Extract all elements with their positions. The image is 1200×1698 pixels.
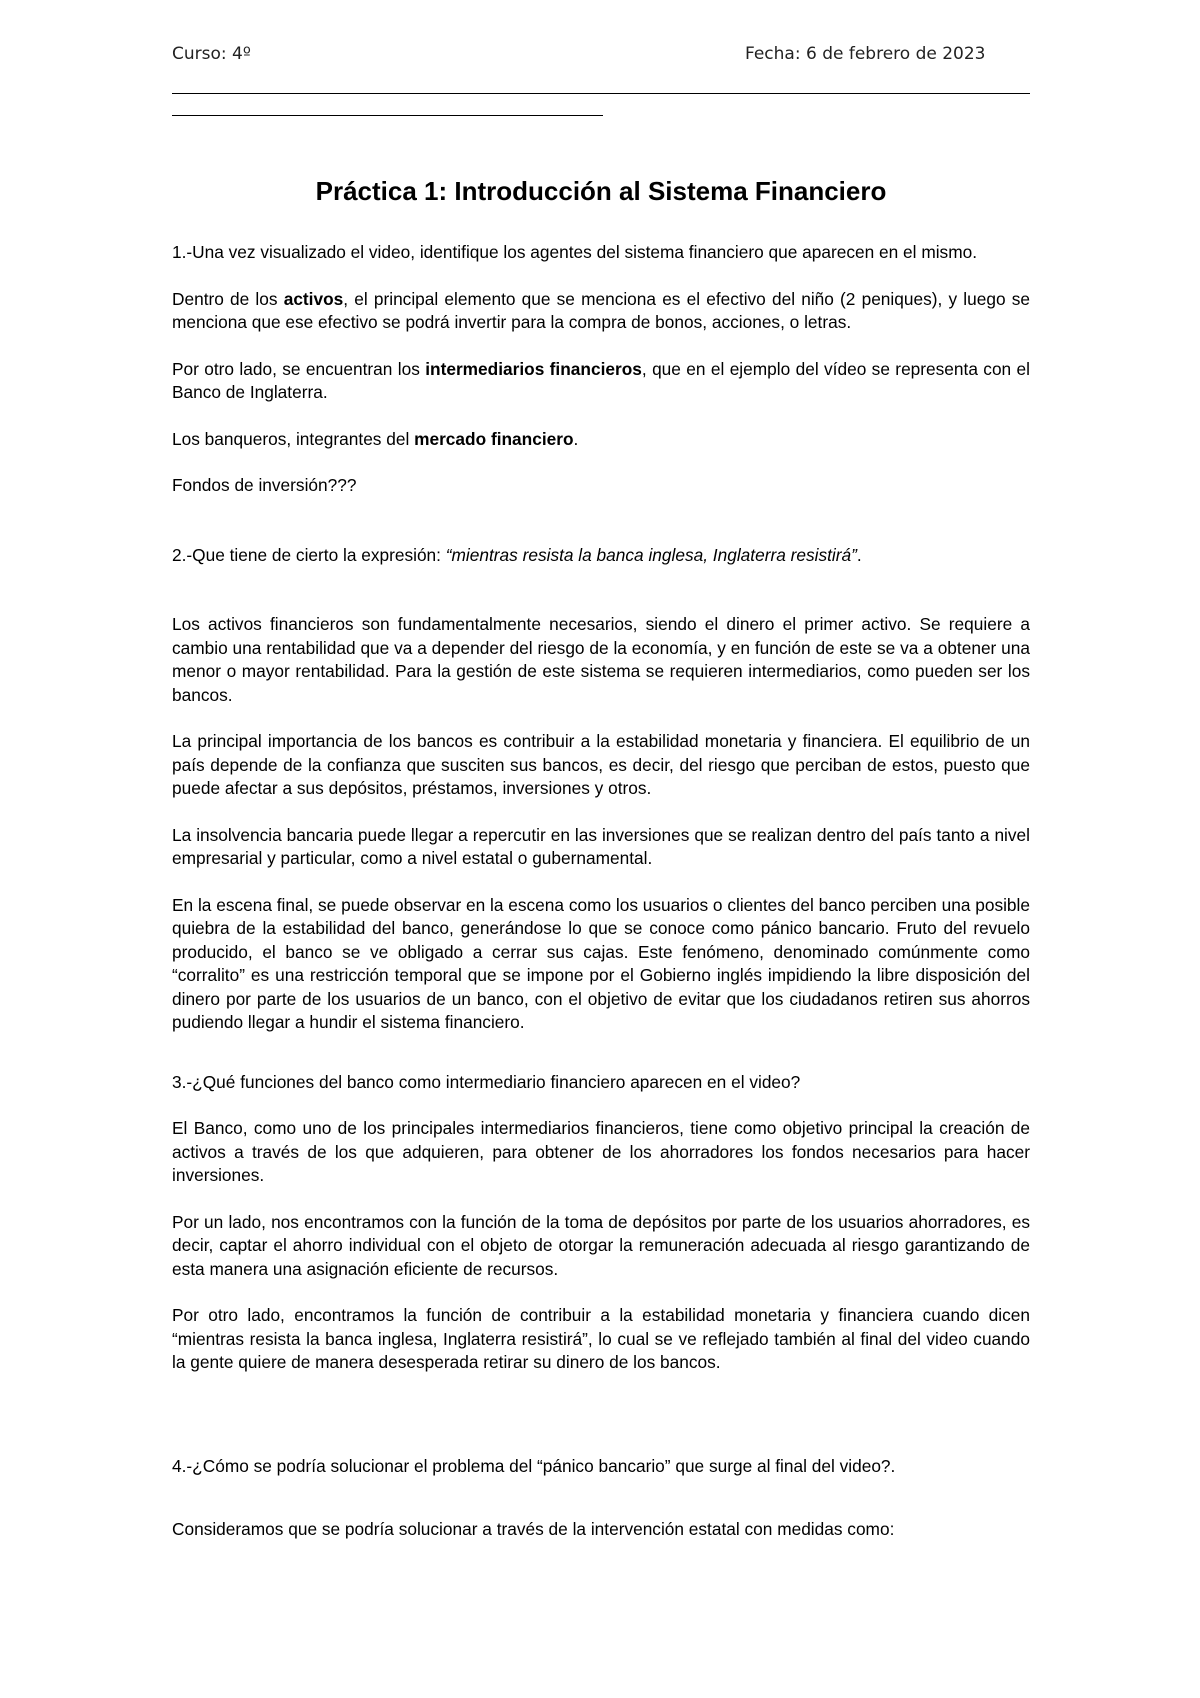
page-title: Práctica 1: Introducción al Sistema Financiero xyxy=(315,176,887,206)
q3-paragraph-1: El Banco, como uno de los principales intermediarios financieros, tiene como objetivo principal la creación de activos a través de los que adquieren, para obtener de los ahorradores los fondos necesarios para hacer inversiones. xyxy=(172,1118,1030,1185)
header-rule-short xyxy=(172,115,603,116)
q2-paragraph-3: La insolvencia bancaria puede llegar a repercutir en las inversiones que se realizan dentro del país tanto a nivel empresarial y particular, como a nivel estatal o gubernamental. xyxy=(172,824,1030,868)
q1-paragraph-3: Los banqueros, integrantes del mercado financiero. xyxy=(172,428,579,449)
question-1: 1.-Una vez visualizado el video, identifique los agentes del sistema financiero que aparecen en el mismo. xyxy=(172,242,977,262)
header-rule xyxy=(172,93,1030,94)
q1-paragraph-2: Por otro lado, se encuentran los intermediarios financieros, que en el ejemplo del vídeo se representa con el Banco de Inglaterra. xyxy=(172,358,1030,402)
q3-paragraph-3: Por otro lado, encontramos la función de contribuir a la estabilidad monetaria y financiera cuando dicen “mientras resista la banca inglesa, Inglaterra resistirá”, lo cual se ve reflejado también al final del video cuando la gente quiere de manera desesperada retirar su dinero de los bancos. xyxy=(172,1305,1030,1372)
document-body xyxy=(172,241,1030,1565)
date-label: Fecha: 6 de febrero de 2023 xyxy=(745,44,986,64)
question-4: 4.-¿Cómo se podría solucionar el problema del “pánico bancario” que surge al final del video?. xyxy=(172,1455,896,1476)
q2-paragraph-2: La principal importancia de los bancos es contribuir a la estabilidad monetaria y financiera. El equilibrio de un país depende de la confianza que susciten sus bancos, es decir, del riesgo que perciban de estos, puesto que puede afectar a sus depósitos, préstamos, inversiones y otros. xyxy=(172,731,1030,798)
question-3: 3.-¿Qué funciones del banco como intermediario financiero aparecen en el video? xyxy=(172,1071,801,1092)
course-label: Curso: 4º xyxy=(172,44,251,64)
q3-paragraph-2: Por un lado, nos encontramos con la función de la toma de depósitos por parte de los usuarios ahorradores, es decir, captar el ahorro individual con el objeto de otorgar la remuneración adecuada al riesgo garantizando de esta manera una asignación eficiente de recursos. xyxy=(172,1211,1030,1279)
q1-paragraph-4: Fondos de inversión??? xyxy=(172,475,357,495)
q4-paragraph-1: Consideramos que se podría solucionar a través de la intervención estatal con medidas como: xyxy=(172,1519,895,1539)
question-2: 2.-Que tiene de cierto la expresión: “mientras resista la banca inglesa, Inglaterra resistirá”. xyxy=(172,544,862,565)
q1-paragraph-1: Dentro de los activos, el principal elemento que se menciona es el efectivo del niño (2 peniques), y luego se menciona que ese efectivo se podrá invertir para la compra de bonos, acciones, o letras. xyxy=(172,288,1030,332)
q2-paragraph-4: En la escena final, se puede observar en la escena como los usuarios o clientes del banco perciben una posible quiebra de la estabilidad del banco, generándose lo que se conoce como pánico bancario. Fruto del revuelo producido, el banco se ve obligado a cerrar sus cajas. Este fenómeno, denominado comúnmente como “corralito” es una restricción temporal que se impone por el Gobierno inglés impidiendo la libre disposición del dinero por parte de los usuarios de un banco, con el objetivo de evitar que los ciudadanos retiren sus ahorros pudiendo llegar a hundir el sistema financiero. xyxy=(172,894,1030,1032)
q2-paragraph-1: Los activos financieros son fundamentalmente necesarios, siendo el dinero el primer activo. Se requiere a cambio una rentabilidad que va a depender del riesgo de la economía, y en función de este se va a obtener una menor o mayor rentabilidad. Para la gestión de este sistema se requieren intermediarios, como pueden ser los bancos. xyxy=(172,614,1030,705)
